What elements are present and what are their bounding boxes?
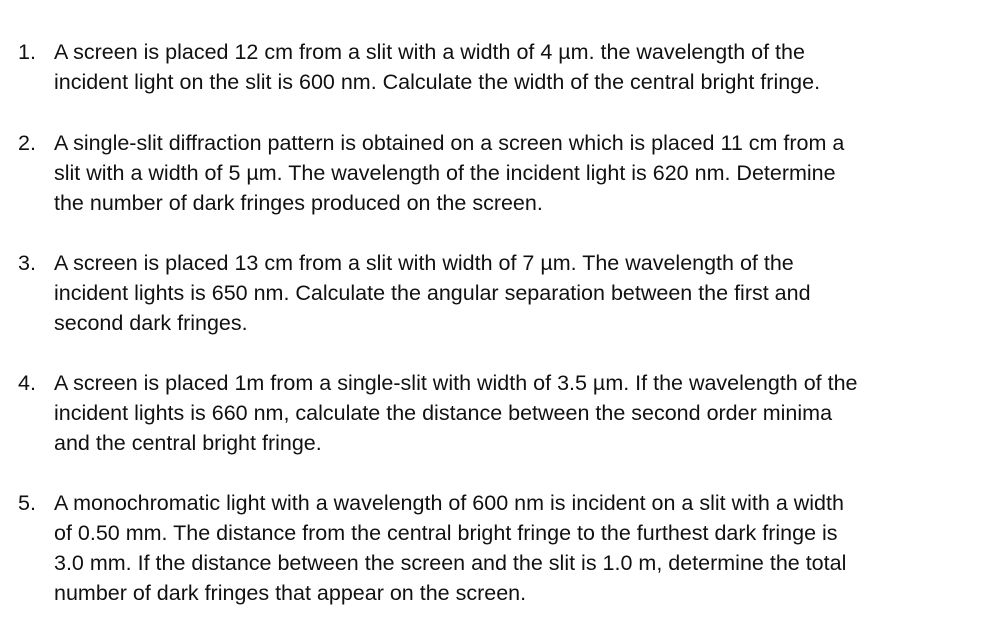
question-text bbox=[54, 248, 811, 338]
question-line: the number of dark fringes produced on the screen. bbox=[54, 191, 543, 215]
question-text bbox=[54, 368, 858, 458]
question-line: A screen is placed 12 cm from a slit with a width of 4 µm. the wavelength of the bbox=[54, 40, 805, 64]
question-number: 5. bbox=[18, 491, 36, 515]
question-text bbox=[54, 128, 844, 218]
question-line: A single-slit diffraction pattern is obtained on a screen which is placed 11 cm from a bbox=[54, 131, 845, 155]
question-line: slit with a width of 5 µm. The wavelength of the incident light is 620 nm. Determine bbox=[54, 161, 836, 185]
question-line: incident lights is 660 nm, calculate the distance between the second order minima bbox=[54, 401, 833, 425]
question-number: 4. bbox=[18, 371, 36, 395]
question-text bbox=[54, 37, 820, 97]
question-line: and the central bright fringe. bbox=[54, 431, 322, 455]
question-number: 3. bbox=[18, 251, 36, 275]
question-line: incident lights is 650 nm. Calculate the angular separation between the first and bbox=[54, 281, 811, 305]
question-text bbox=[54, 488, 846, 608]
question-line: A monochromatic light with a wavelength of 600 nm is incident on a slit with a width bbox=[54, 491, 844, 515]
question-number: 2. bbox=[18, 131, 36, 155]
question-line: A screen is placed 1m from a single-slit with width of 3.5 µm. If the wavelength of the bbox=[54, 371, 858, 395]
question-line: of 0.50 mm. The distance from the central bright fringe to the furthest dark fringe is bbox=[54, 521, 838, 545]
question-line: A screen is placed 13 cm from a slit with width of 7 µm. The wavelength of the bbox=[54, 251, 794, 275]
question-line: incident light on the slit is 600 nm. Calculate the width of the central bright fringe. bbox=[54, 70, 821, 94]
question-line: second dark fringes. bbox=[54, 311, 248, 335]
question-number: 1. bbox=[18, 40, 36, 64]
question-line: 3.0 mm. If the distance between the screen and the slit is 1.0 m, determine the total bbox=[54, 551, 847, 575]
question-line: number of dark fringes that appear on the screen. bbox=[54, 581, 527, 605]
